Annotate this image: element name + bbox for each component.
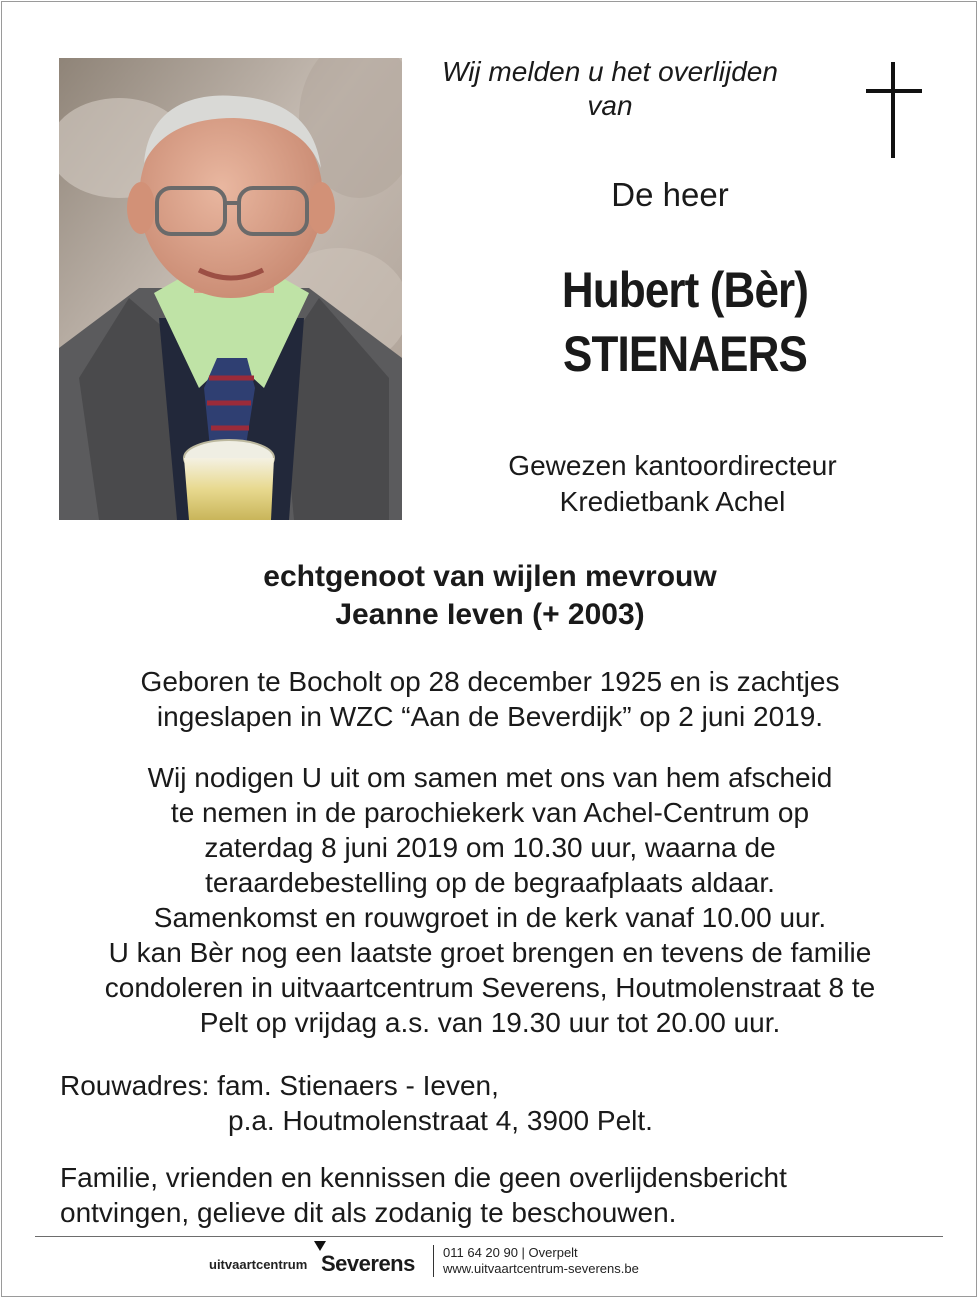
invitation-line: te nemen in de parochiekerk van Achel-Centrum op — [170, 797, 810, 828]
notice-line-2: ontvingen, gelieve dit als zodanig te beschouwen. — [60, 1197, 677, 1228]
footer-divider — [35, 1236, 943, 1237]
footer-separator — [433, 1245, 434, 1277]
notice-line-1: Familie, vrienden en kennissen die geen overlijdensbericht — [60, 1162, 787, 1193]
honorific: De heer — [611, 176, 729, 213]
intro-line-1: Wij melden u het overlijden — [442, 56, 778, 87]
invitation-line: condoleren in uitvaartcentrum Severens, Houtmolenstraat 8 te — [104, 972, 876, 1003]
address-line-1: Rouwadres: fam. Stienaers - Ieven, — [60, 1070, 499, 1101]
spouse-line-2: Jeanne Ieven (+ 2003) — [335, 598, 645, 631]
announcement-intro — [420, 55, 800, 123]
invitation-line: Wij nodigen U uit om samen met ons van hem afscheid — [147, 762, 833, 793]
occupation — [440, 448, 905, 520]
invitation-line: Samenkomst en rouwgroet in de kerk vanaf 10.00 uur. — [153, 902, 827, 933]
invitation-line: teraardebestelling op de begraafplaats aldaar. — [205, 867, 775, 898]
logo-prefix: uitvaartcentrum — [209, 1257, 308, 1272]
mourning-address — [60, 1068, 653, 1138]
birth-info — [40, 664, 940, 734]
invitation-line: Pelt op vrijdag a.s. van 19.30 uur tot 20.00 uur. — [199, 1007, 781, 1038]
notice — [60, 1160, 940, 1230]
last-name: STIENAERS — [563, 326, 807, 382]
cross-icon — [864, 62, 924, 158]
spouse-line-1: echtgenoot van wijlen mevrouw — [263, 560, 717, 593]
occupation-line-2: Kredietbank Achel — [559, 486, 786, 517]
logo-brand: Severens — [321, 1251, 415, 1276]
invitation — [30, 760, 950, 1040]
footer-contact — [443, 1245, 639, 1277]
triangle-mark-icon — [314, 1241, 326, 1251]
occupation-line-1: Gewezen kantoordirecteur — [508, 450, 837, 481]
invitation-line: U kan Bèr nog een laatste groet brengen en tevens de familie — [108, 937, 872, 968]
invitation-line: zaterdag 8 juni 2019 om 10.30 uur, waarna de — [204, 832, 776, 863]
spouse-info — [60, 558, 920, 634]
funeral-home-logo — [207, 1242, 430, 1278]
deceased-name — [469, 258, 900, 386]
footer-phone: 011 64 20 90 | Overpelt — [443, 1245, 578, 1260]
portrait-photo — [59, 58, 402, 520]
footer-website[interactable]: www.uitvaartcentrum-severens.be — [443, 1261, 639, 1276]
birth-line-1: Geboren te Bocholt op 28 december 1925 en is zachtjes — [140, 666, 840, 697]
address-line-2: p.a. Houtmolenstraat 4, 3900 Pelt. — [228, 1105, 653, 1136]
birth-line-2: ingeslapen in WZC “Aan de Beverdijk” op 2 juni 2019. — [156, 701, 824, 732]
intro-line-2: van — [587, 90, 633, 121]
first-name: Hubert (Bèr) — [561, 262, 809, 318]
